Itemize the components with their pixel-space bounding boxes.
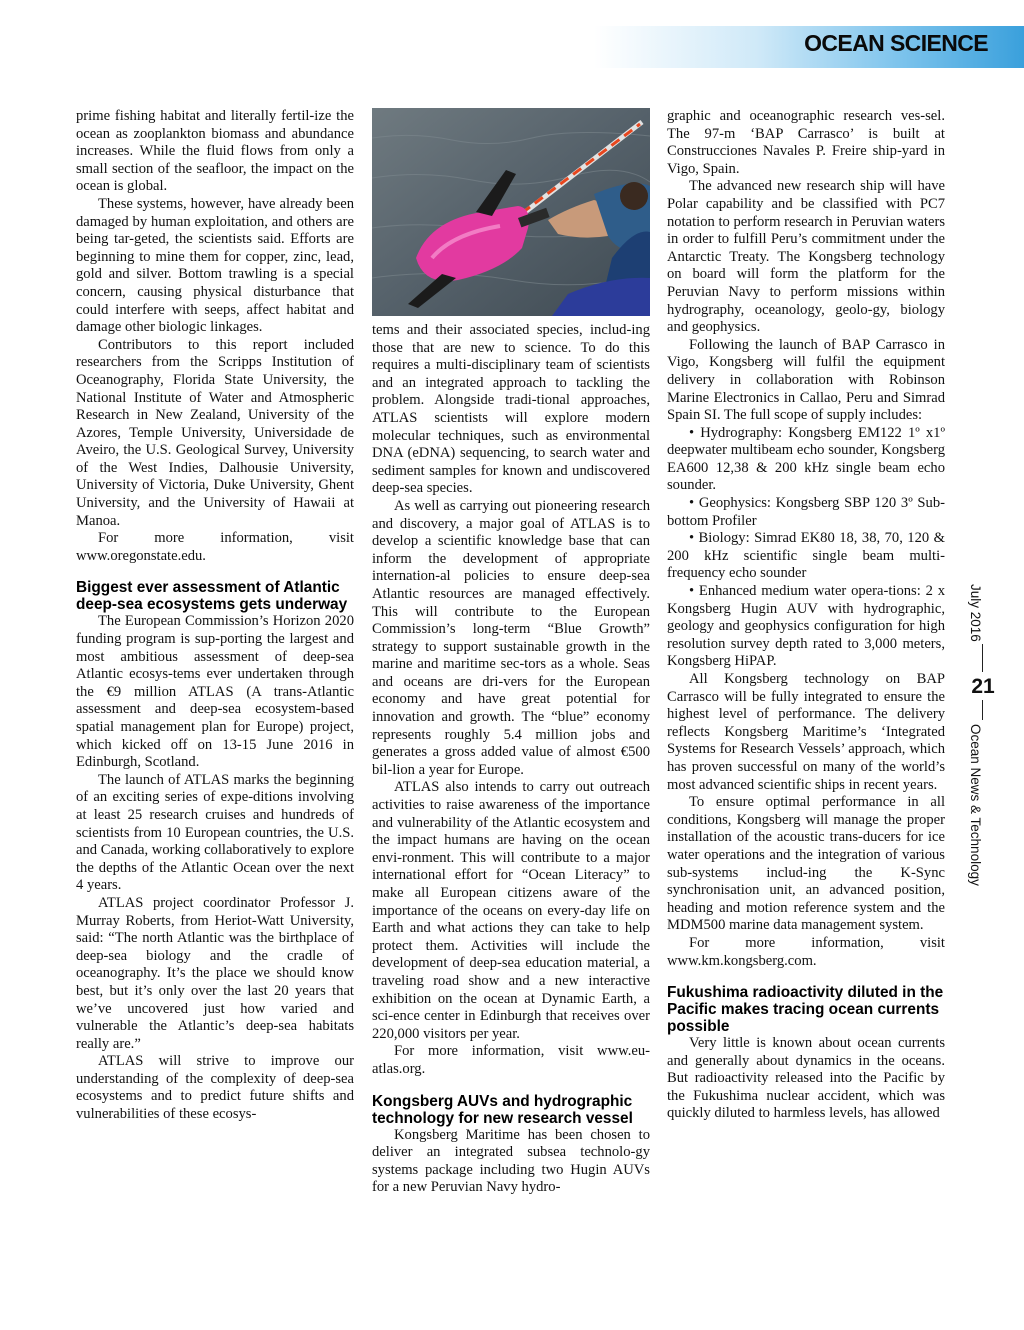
article-heading: Biggest ever assessment of Atlantic deep-sea ecosystems gets underway — [76, 579, 348, 614]
paragraph: Very little is known about ocean currents and generally about dynamics in the oceans. But radioactivity released into the Pacific by the Fukushima nuclear accident, which was quickly diluted to harmless levels, has allowed — [667, 1035, 945, 1122]
bullet-item: • Geophysics: Kongsberg SBP 120 3º Sub-bottom Profiler — [667, 495, 945, 529]
issue-date: July 2016 — [968, 584, 983, 642]
divider — [982, 644, 983, 672]
paragraph: ATLAS project coordinator Professor J. Murray Roberts, from Heriot-Watt University, said: “The north Atlantic was the birthplace of deep-sea biology and the cradle of oceanography. It’s the place we should know best, but it’s only over the last 20 years that we’ve uncovered just how varied and vulnerable the Atlantic’s deep-sea habitats really are.” — [76, 894, 354, 1052]
paragraph: graphic and oceanographic research ves-sel. The 97-m ‘BAP Carrasco’ is built at Construcciones Navales P. Freire ship-yard in Vigo, Spain. — [667, 108, 945, 177]
paragraph: Following the launch of BAP Carrasco in Vigo, Kongsberg will fulfil the equipment delivery in collaboration with Robinson Marine Electronics in Callao, Peru and Simrad Spain SI. The full scope of supply includes: — [667, 336, 945, 424]
column-2 — [372, 108, 650, 1197]
paragraph: All Kongsberg technology on BAP Carrasco will be fully integrated to ensure the highest level of performance. The delivery reflects Kongsberg Maritime’s ‘Integrated Systems for Research Vessels’ approach, which has proven successful on many of the world’s most advanced scientific ships in recent years. — [667, 671, 945, 793]
article-heading: Kongsberg AUVs and hydrographic technology for new research vessel — [372, 1092, 633, 1127]
underwater-glider-photo — [372, 108, 650, 316]
paragraph: To ensure optimal performance in all conditions, Kongsberg will manage the proper installation of the acoustic trans-ducers for ice water operations and the integration of various sub-systems includ-ing the K-Sync synchronisation unit, an advanced position, heading and motion reference system and the MDM500 marine data management system. — [667, 794, 945, 934]
paragraph: tems and their associated species, includ-ing those that are new to science. To do this requires a multi-disciplinary team of scientists and an integrated approach to tackling the problem. Alongside tradi-tional approaches, ATLAS scientists will explore modern molecular techniques, such as environmental DNA (eDNA) sequencing, to search water and sediment samples for known and undiscovered deep-sea species. — [372, 322, 650, 497]
paragraph: For more information, visit www.km.kongsberg.com. — [667, 934, 945, 969]
page-number: 21 — [971, 675, 995, 698]
paragraph: The advanced new research ship will have Polar capability and be classified with PC7 notation to perform research in Peruvian waters in order to fulfill Peru’s commitment under the Antarctic Treaty. The Kongsberg technology on board will form the platform for the Peruvian Navy to perform missions within hydrography, oceanology, geolo-gy, biology and geophysics. — [667, 178, 945, 336]
paragraph: Contributors to this report included researchers from the Scripps Institution of Oceanography, Florida State University, the National Institute of Water and Atmospheric Research in New Zealand, University of the Azores, Temple University, Universidade de Aveiro, the U.S. Geological Survey, University of the West Indies, Dalhousie University, University of Victoria, Duke University, Ghent University, and the University of Hawaii at Manoa. — [76, 336, 354, 529]
paragraph: The launch of ATLAS marks the beginning of an exciting series of expe-ditions involving at least 25 research cruises and hundreds of scientists from 10 European countries, the U.S. and Canada, working collaboratively to explore the depths of the Atlantic Ocean over the next 4 years. — [76, 771, 355, 894]
divider — [982, 700, 983, 720]
paragraph: Kongsberg Maritime has been chosen to deliver an integrated subsea technolo-gy systems package including two Hugin AUVs for a new Peruvian Navy hydro- — [372, 1126, 650, 1196]
page-sidebar — [958, 540, 1008, 940]
column-3 — [667, 108, 945, 1123]
publication-name: Ocean News & Technology — [968, 724, 983, 886]
paragraph: These systems, however, have already been damaged by human exploitation, and others are being tar-geted, the scientists said. Efforts are beginning to mine them for copper, zinc, lead, gold and silver. Bottom trawling is a special concern, causing physical disturbance that could interfere with seeps, affect habitat and damage other biologic linkages. — [76, 195, 354, 336]
paragraph: ATLAS will strive to improve our understanding of the complexity of deep-sea ecosystems and to predict future shifts and vulnerabilities of these ecosys- — [76, 1053, 354, 1123]
bullet-item: • Biology: Simrad EK80 18, 38, 70, 120 & 200 kHz scientific single beam multi-frequency echo sounder — [667, 530, 945, 582]
section-title: OCEAN SCIENCE — [804, 30, 988, 56]
paragraph: The European Commission’s Horizon 2020 funding program is sup-porting the largest and most ambitious assessment of deep-sea Atlantic ecosys-tems ever undertaken through the €9 million ATLAS (A trans-Atlantic assessment and deep-sea ecosystem-based spatial management plan for Europe) project, which kicked off on 13-15 June 2016 in Edinburgh, Scotland. — [76, 613, 354, 771]
paragraph: For more information, visit www.oregonstate.edu. — [76, 530, 354, 564]
paragraph: prime fishing habitat and literally fertil-ize the ocean as zooplankton biomass and abundance increases. While the fluid flows from only a small section of the seafloor, the impact on the ocean is global. — [76, 108, 354, 195]
paragraph: ATLAS also intends to carry out outreach activities to raise awareness of the importance and vulnerability of the Atlantic ecosystem and the impact humans are having on the ocean envi-ronment. This will contribute to a major international effort for “Ocean Literacy” to make all European citizens aware of the importance of the oceans on every-day life on Earth and what actions they can take to help protect them. Activities will include the development of deep-sea education material, a traveling road show and a new interactive exhibition on the ocean at Dynamic Earth, a sci-ence center in Edinburgh that receives over 220,000 visitors per year. — [372, 779, 650, 1042]
bullet-item: • Enhanced medium water opera-tions: 2 x Kongsberg Hugin AUV with hydrographic, geology and geophysics configuration for high resolution survey depth rated to 3,000 meters, Kongsberg HiPAP. — [667, 583, 945, 670]
column-1 — [76, 108, 354, 1124]
paragraph: As well as carrying out pioneering research and discovery, a major goal of ATLAS is to develop a scientific knowledge base that can inform the development of appropriate internation-al policies to ensure deep-sea Atlantic resources are managed effectively. This will contribute to the European Commission’s long-term “Blue Growth” strategy to support sustainable growth in the marine and maritime sec-tors as a whole. Seas and oceans are dri-vers for the European economy and have great potential for innovation and growth. The “blue” economy represents roughly 5.4 million jobs and generates a gross added value of almost €500 bil-lion a year for Europe. — [372, 497, 650, 778]
bullet-item: • Hydrography: Kongsberg EM122 1º x1º deepwater multibeam echo sounder, Kongsberg EA600 12,38 & 200 kHz single beam echo sounder. — [667, 424, 945, 494]
paragraph: For more information, visit www.eu-atlas.org. — [372, 1043, 650, 1077]
article-heading: Fukushima radioactivity diluted in the Pacific makes tracing ocean currents possible — [667, 984, 944, 1036]
